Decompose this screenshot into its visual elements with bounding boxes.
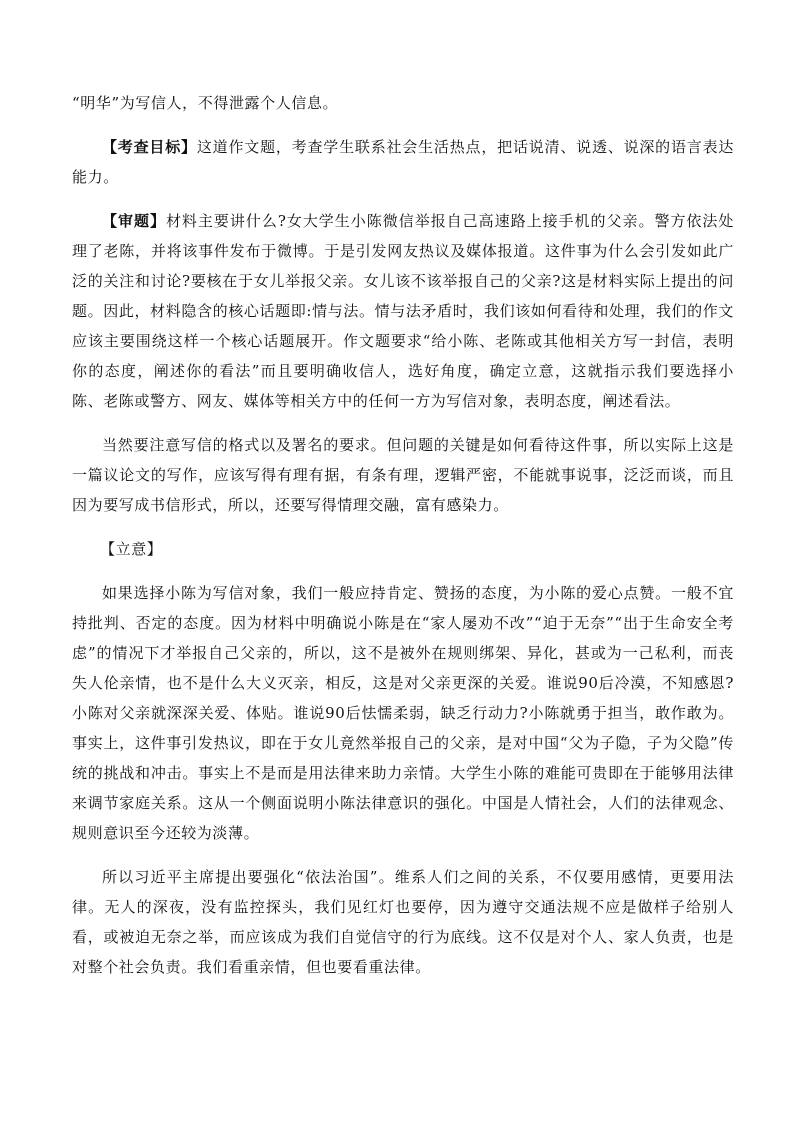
paragraph-rule-of-law: 所以习近平主席提出要强化“依法治国”。维系人们之间的关系，不仅要用感情，更要用法律。无人的深夜，没有监控探头，我们见红灯也要停，因为遵守交通法规不应是做样子给别人看，或被迫无奈之举，而应该成为我们自觉信守的行为底线。这不仅是对个人、家人负责，也是对整个社会负责。我们看重亲情，但也要看重法律。: [72, 868, 734, 976]
paragraph-letter-writer-note: “明华”为写信人，不得泄露个人信息。: [72, 94, 339, 112]
paragraph-main-idea: 如果选择小陈为写信对象，我们一般应持肯定、赞扬的态度，为小陈的爱心点赞。一般不宜持批判、否定的态度。因为材料中明确说小陈是在“家人屡劝不改”“迫于无奈”“出于生命安全考虑”的情况下才举报自己父亲的，所以，这不是被外在规则绑架、异化，甚或为一己私利，而丧失人伦亲情，也不是什么大义灭亲，相反，这是对父亲更深的关爱。谁说90后冷漠，不知感恩?小陈对父亲就深深关爱、体贴。谁说90后怯懦柔弱，缺乏行动力?小陈就勇于担当，敢作敢为。事实上，这件事引发热议，即在于女儿竟然举报自己的父亲，是对中国“父为子隐，子为父隐”传统的挑战和冲击。事实上不是而是用法律来助力亲情。大学生小陈的难能可贵即在于能够用法律来调节家庭关系。这从一个侧面说明小陈法律意识的强化。中国是人情社会，人们的法律观念、规则意识至今还较为淡薄。: [72, 584, 734, 842]
label-exam-objective: 【考查目标】: [102, 138, 197, 156]
text-exam-objective: 这道作文题，考查学生联系社会生活热点，把话说清、说透、说深的语言表达能力。: [72, 138, 735, 186]
paragraph-topic-review: [72, 206, 734, 416]
label-topic-review: 【审题】: [102, 212, 166, 230]
text-topic-review: 材料主要讲什么?女大学生小陈微信举报自己高速路上接手机的父亲。警方依法处理了老陈，并将该事件发布于微博。于是引发网友热议及媒体报道。这件事为什么会引发如此广泛的关注和讨论?要核在于女儿举报父亲。女儿该不该举报自己的父亲?这是材料实际上提出的问题。因此，材料隐含的核心话题即:情与法。情与法矛盾时，我们该如何看待和处理，我们的作文应该主要围绕这样一个核心话题展开。作文题要求“给小陈、老陈或其他相关方写一封信，表明你的态度，阐述你的看法”而且要明确收信人，选好角度，确定立意，这就指示我们要选择小陈、老陈或警方、网友、媒体等相关方中的任何一方为写信对象，表明态度，阐述看法。: [72, 212, 734, 410]
paragraph-letter-format: 当然要注意写信的格式以及署名的要求。但问题的关键是如何看待这件事，所以实际上这是一篇议论文的写作，应该写得有理有据，有条有理，逻辑严密，不能就事说事，泛泛而谈，而且因为要写成书信形式，所以，还要写得情理交融，富有感染力。: [72, 436, 734, 514]
heading-main-idea: 【立意】: [100, 540, 163, 558]
paragraph-exam-objective: [72, 132, 734, 192]
